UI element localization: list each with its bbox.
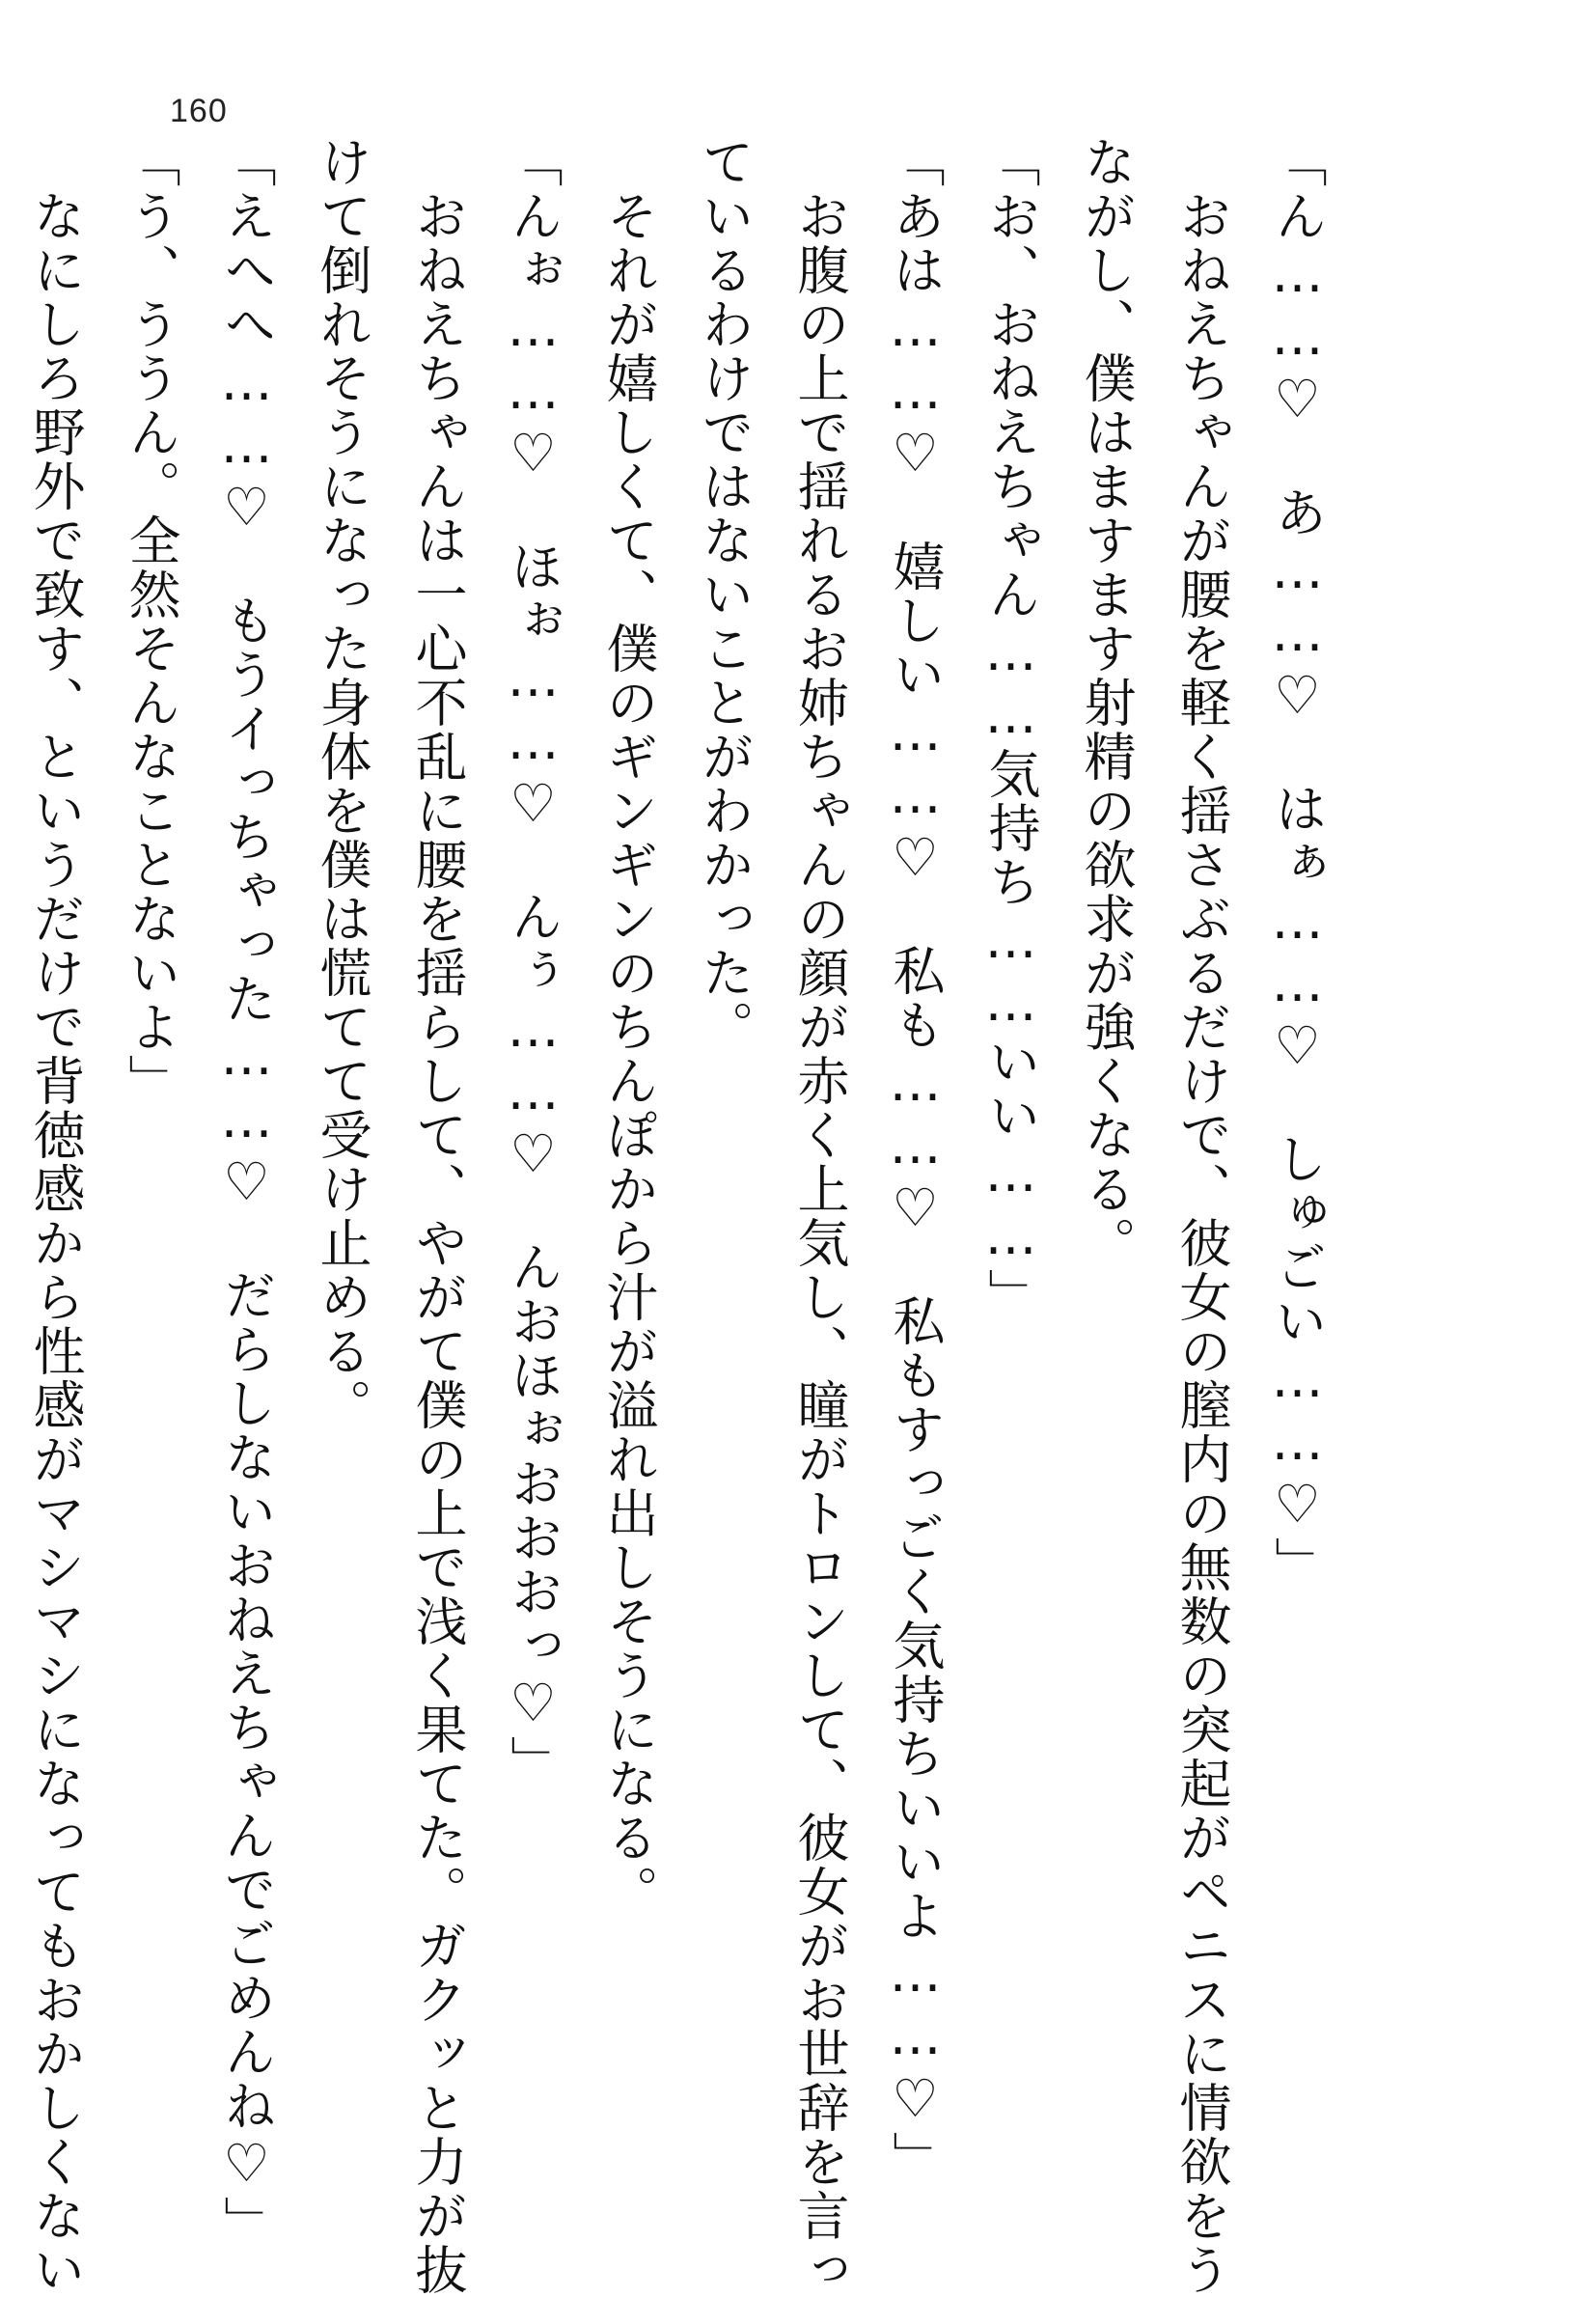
text-line [0,135,8,2162]
text-line: それが嬉しくて、僕のギンギンのちんぽから汁が溢れ出しそうになる。 [598,135,659,1919]
text-line: 「えへへ……♡ もうイっちゃった……♡ だらしないおねえちゃんでごめんね♡」 [216,135,277,2250]
text-line: なにしろ野外で致す、というだけで背徳感から性感がマシマシになってもおかしくない [25,135,86,2297]
text-line: おねえちゃんが腰を軽く揺さぶるだけで、彼女の膣内の無数の突起がペニスに情欲をう [1171,135,1232,2297]
text-line: お腹の上で揺れるお姉ちゃんの顔が赤く上気し、瞳がトロンして、彼女がお世辞を言っ [789,135,850,2297]
text-line: ながし、僕はますます射精の欲求が強くなる。 [1076,135,1137,1270]
text-line: 「あは……♡ 嬉しい……♡ 私も……♡ 私もすっごく気持ちいいよ……♡」 [885,135,946,2185]
text-line: ているわけではないことがわかった。 [694,135,755,1054]
text-line: おねえちゃんは一心不乱に腰を揺らして、やがて僕の上で浅く果てた。ガクッと力が抜 [407,135,468,2297]
text-line: けて倒れそうになった身体を僕は慌てて受け止める。 [312,135,372,1432]
body-text [0,135,1345,2297]
text-line: 「お、おねえちゃん……気持ち……いい……」 [980,135,1041,1322]
text-line: 「ん……♡ あ……♡ はぁ……♡ しゅごい……♡」 [1267,135,1328,1591]
page-number: 160 [170,93,228,129]
text-line: 「う、ううん。全然そんなことないよ」 [121,135,181,1108]
text-line: 「んぉ……♡ ほぉ……♡ んぅ……♡ んおほぉおおおっ♡」 [503,135,564,1789]
